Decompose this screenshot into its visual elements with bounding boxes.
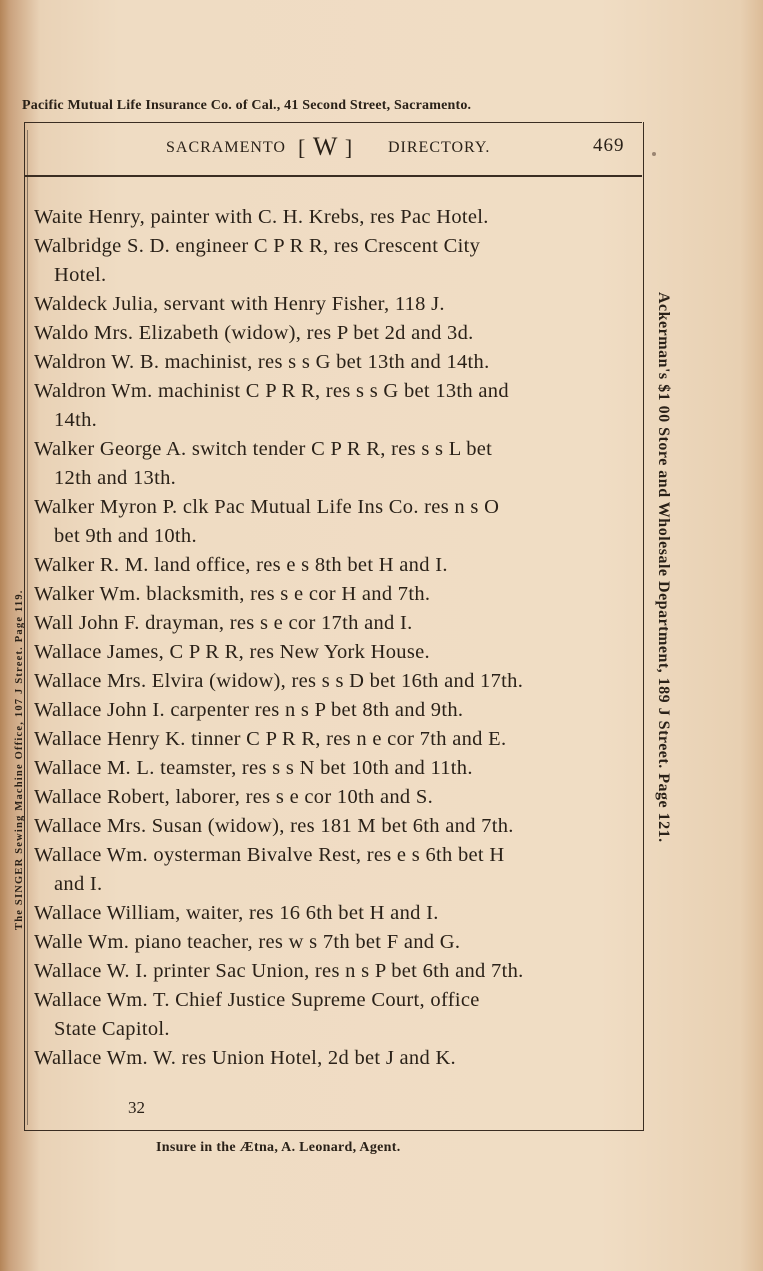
entry-line: Wallace Mrs. Susan (widow), res 181 M bet 6th and 7th. [34, 815, 514, 837]
entry-line: Walbridge S. D. engineer C P R R, res Crescent City [34, 235, 481, 257]
entry-line: Wallace John I. carpenter res n s P bet 8th and 9th. [34, 699, 464, 721]
entry-line: Wallace Mrs. Elvira (widow), res s s D bet 16th and 17th. [34, 670, 524, 692]
entry-continuation: and I. [54, 873, 103, 895]
entry-line: Walker Wm. blacksmith, res s e cor H and 7th. [34, 583, 431, 605]
entry-line: Wallace Wm. oysterman Bivalve Rest, res e s 6th bet H [34, 844, 505, 866]
running-head-title: DIRECTORY. [388, 139, 491, 156]
entry-line: Wallace Wm. T. Chief Justice Supreme Court, office [34, 989, 480, 1011]
entry-continuation: State Capitol. [54, 1018, 170, 1040]
entry-line: Walker George A. switch tender C P R R, res s s L bet [34, 438, 493, 460]
top-advertisement: Pacific Mutual Life Insurance Co. of Cal., 41 Second Street, Sacramento. [22, 98, 472, 113]
entry-line: Walker R. M. land office, res e s 8th bet H and I. [34, 554, 448, 576]
inner-left-rule [27, 130, 28, 1125]
entry-line: Wallace M. L. teamster, res s s N bet 10th and 11th. [34, 757, 473, 779]
entry-line: Wallace James, C P R R, res New York House. [34, 641, 430, 663]
entry-continuation: Hotel. [54, 264, 107, 286]
entry-line: Wall John F. drayman, res s e cor 17th and I. [34, 612, 413, 634]
running-head [28, 132, 628, 164]
entry-line: Wallace W. I. printer Sac Union, res n s P bet 6th and 7th. [34, 960, 524, 982]
left-margin-advertisement: The SINGER Sewing Machine Office, 107 J Street. Page 119. [14, 589, 25, 930]
entry-line: Walle Wm. piano teacher, res w s 7th bet F and G. [34, 931, 461, 953]
running-head-letter: [ W ] [298, 132, 354, 161]
entry-line: Waldeck Julia, servant with Henry Fisher, 118 J. [34, 293, 445, 315]
margin-dot [652, 152, 656, 156]
header-bottom-rule [24, 175, 642, 177]
entry-line: Wallace William, waiter, res 16 6th bet H and I. [34, 902, 439, 924]
entry-line: Wallace Robert, laborer, res s e cor 10th and S. [34, 786, 434, 808]
entry-continuation: 12th and 13th. [54, 467, 177, 489]
entry-line: Wallace Wm. W. res Union Hotel, 2d bet J and K. [34, 1047, 456, 1069]
directory-entries [34, 203, 634, 1073]
entry-continuation: 14th. [54, 409, 98, 431]
signature-mark: 32 [128, 1098, 145, 1117]
bottom-advertisement: Insure in the Ætna, A. Leonard, Agent. [156, 1140, 401, 1155]
entry-line: Waldron W. B. machinist, res s s G bet 13th and 14th. [34, 351, 490, 373]
section-letter: W [312, 132, 339, 161]
entry-line: Walker Myron P. clk Pac Mutual Life Ins Co. res n s O [34, 496, 500, 518]
running-head-city: SACRAMENTO [166, 139, 286, 156]
entry-line: Waite Henry, painter with C. H. Krebs, res Pac Hotel. [34, 206, 489, 228]
page-number: 469 [593, 135, 625, 156]
entry-line: Wallace Henry K. tinner C P R R, res n e cor 7th and E. [34, 728, 507, 750]
right-margin-advertisement: Ackerman's $1 00 Store and Wholesale Department, 189 J Street. Page 121. [655, 292, 672, 843]
entry-line: Waldron Wm. machinist C P R R, res s s G bet 13th and [34, 380, 509, 402]
entry-line: Waldo Mrs. Elizabeth (widow), res P bet 2d and 3d. [34, 322, 474, 344]
entry-continuation: bet 9th and 10th. [54, 525, 197, 547]
